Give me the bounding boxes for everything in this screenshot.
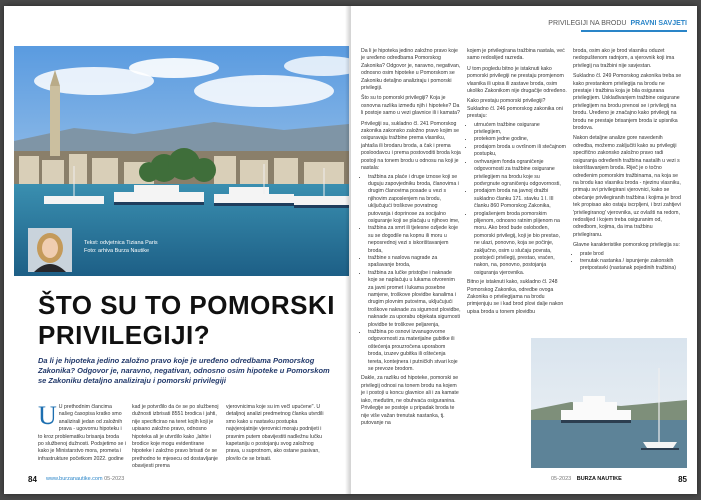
- section-rule: [581, 30, 687, 32]
- author-credit: Tekst: odvjetnica Tiziana Paris: [84, 240, 158, 246]
- right-page: [351, 6, 697, 494]
- photo-credit: Foto: arhiva Burza Nautike: [84, 248, 150, 254]
- footer-left: [46, 476, 124, 482]
- termination-list: • utrnućem tražbine osigurane privilegijem, • protekom jedne godine, • prodajom broda u ovršnom ili stečajnom postupku, • ovrhvanjem fonda ograničenje odgovornosti za tražbine osigurane privilegijem na brodu koje su podvrgnute ograničenju odgovornosti, • prodajom broda na javnoj dražbi sukladno članku 171. stavku 1 I. III članku 860 Pomorskog Zakonika, • proglašenjem broda pomorskim plijenom, odnosno ratnim plijenom na moru. Ako brod bude oslobođen, pomorski privilegij, koji je bio prestao, ne ulazi, ponovno, koja se počinje, zaključno, osim u slučaju povrata, postojeći privilegij, prestao, vraćen, nakon, na, ponovno, postojanja osiguranja vjerovnika.: [467, 122, 567, 278]
- page-number-right: 85: [678, 475, 687, 484]
- footer-right: [551, 476, 622, 482]
- footer-site: www.burzanautike.com: [46, 476, 103, 482]
- left-body-column-3: vjerovnicima koje su im večl upućene". U detaljnoj analizi predmetnog članka utvrdili smo kako u nastavku postupka najvjerojatnije vjerovnici moraju podnijeti i pravnim putem obavijestiti nadležnu lučku kapetaniju o postojanju svog založnog prava, u suprotnom, ako ostane pasivan, plovilo će se brisati.: [226, 404, 324, 462]
- section-label: PRIVILEGIJI NA BRODU: [548, 20, 627, 27]
- characteristics-list: • prate brod • trenutak nastanka / ispunjenje zakonskih pretpostavki (nastanak pojedinih tražbina): [573, 251, 683, 273]
- privilege-claims-list: • tražbina za plaće i druge iznose koji se duguju zapovjedniku broda, članovima i drugim članovima posade u vezi s njihovim zaposlenjem na brodu, uključujući troškove povratnog putovanja i doprinose za socijalno osiguranje koji se plaćaju u njihovo ime, • tražbina za smrt ili tjelesne ozljede koje su se dogodile na kopnu ili moru u neposrednoj vezi s iskorištavanjem broda, • tražbine s naslova nagrade za spašavanje broda, • tražbina za lučke pristojbe i naknade koje se naplaćuju u lukama otvorenim za javni promet i lukama posebne namjene, troškove plovidbe kanalima i drugim plovnim putovima, uključujući troškove naknade za sigurnost plovidbe, naknade za uporabu objekata sigurnosti plovidbe te troškove peljarenja, • tražbina po osnovi izvanugovorne odgovornosti za materijalne gubitke ili oštećenja prouzročena uporabom broda, izuzev gubitka ili oštećenja tereta, kontejnera i putničkih stvari koje se prevoze brodom.: [361, 174, 461, 374]
- right-body-column-1: Da li je hipoteka jedino založno pravo koje je uređeno odredbama Pomorskog Zakonika? Odgovor je, naravno, negativan, odnosno osim hipoteke u Pomorskom se Zakoniku detaljno analiziraju i pomorski privilegiji. Što su to pomorski privilegiji? Koja je osnovna razlika između njih i hipoteke? Da li postoje samo u vezi glavnice ili i kamata? Privilegiji su, sukladno čl. 241 Pomorskog zakonika zakonsko založno pravo kojim se osiguravaju tražbine prema vlasniku, jahtaša ili brodaru broda, a čak i prema posloodavcu i prema postovoditi broda koja postoji na tonem brodu u odnosu na koji je nastala: • tražbina za plaće i druge iznose koji se duguju zapovjedniku broda, članovima i drugim članovima posade u vezi s njihovim zaposlenjem na brodu, uključujući troškove povratnog putovanja i doprinose za socijalno osiguranje koji se plaćaju u njihovo ime, • tražbina za smrt ili tjelesne ozljede koje su se dogodile na kopnu ili moru u neposrednoj vezi s iskorištavanjem broda, • tražbine s naslova nagrade za spašavanje broda, • tražbina za lučke pristojbe i naknade koje se naplaćuju u lukama otvorenim za javni promet i lukama posebne namjene, troškove plovidbe kanalima i drugim plovnim putovima, uključujući troškove naknade za sigurnost plovidbe, naknade za uporabu objekata sigurnosti plovidbe te troškove peljarenja, • tražbina po osnovi izvanugovorne odgovornosti za materijalne gubitke ili oštećenja prouzročena uporabom broda, izuzev gubitka ili oštećenja tereta, kontejnera i putničkih stvari koje se prevoze brodom. Dakle, za razliku od hipoteke, pomorski se privilegij odnosi na tonem brodu na kojem je i postoji u koncu glavnice ali i za kamate iako, međutim, ne obuhvaća osiguranina. Privilegije se postoje u pripadak broda te nije više važan trenutak nastanka, tj. putovanje na: [361, 48, 461, 427]
- page-number-left: 84: [28, 475, 37, 484]
- footer-issue-right: 05-2023: [551, 476, 572, 482]
- footer-brand: BURZA NAUTIKE: [576, 476, 622, 482]
- right-body-column-2: kojem je privilegirana tražbina nastala, već samo redoslijed razreda. U tom pogledu bitno je istaknuti kako pomorski privilegiji ne prestaju promjenom vlasnika ili upisa ili zastave broda, osim ukoliko Zakonikom nije drugačije određeno. Kako prestaju pomorski privilegiji? Sukladno čl. 246 pomorskog zakonika oni prestaju: • utrnućem tražbine osigurane privilegijem, • protekom jedne godine, • prodajom broda u ovršnom ili stečajnom postupku, • ovrhvanjem fonda ograničenje odgovornosti za tražbine osigurane privilegijem na brodu koje su podvrgnute ograničenju odgovornosti, • prodajom broda na javnoj dražbi sukladno članku 171. stavku 1 I. III članku 860 Pomorskog Zakonika, • proglašenjem broda pomorskim plijenom, odnosno ratnim plijenom na moru. Ako brod bude oslobođen, pomorski privilegij, koji je bio prestao, ne ulazi, ponovno, koja se počinje, zaključno, osim u slučaju povrata, postojeći privilegij, prestao, vraćen, nakon, na, ponovno, postojanja osiguranja vjerovnika. Bitno je istaknuti kako, sukladno čl. 248 Pomorskog Zakonika, odredbe ovoga Zakonika o privilegijama na brodu primjenjuju se i kad brod plovi dalje nakon upisa broda u tonem plovidbu: [467, 48, 567, 338]
- article-credits: [84, 239, 158, 255]
- author-portrait: [28, 228, 72, 272]
- title-line-1: ŠTO SU TO POMORSKI: [38, 290, 335, 320]
- left-body-column-1: U U prethodnim člancima našeg časopisa kratko smo analizirali jedan od založnih prava - ugovornu hipoteku i to kroz problematiku brisanja broda po službenoj dužnosti. Podsjetimo se i kako je Ministarstvo mora, prometa i infrastrukture početkom 2022. godine: [38, 401, 126, 462]
- article-lead: Da li je hipoteka jedino založno pravo koje je uređeno odredbama Pomorskog Zakonika? Odgovor je, naravno, negativan, odnosno osim hipoteke u Pomorskom se Zakoniku detaljno analiziraju i pomorski privilegiji: [38, 356, 330, 385]
- left-body-column-2: kad je potvrđilo da će se po službenoj dužnosti izbrisati 8551 brodica i jahti, nije specificirao na teret kojih koji je upisano založno pravo, odnosno hipoteka ali je utvrdilo kako „lahte i brodice koje mogu evidentirane hipoteke i založno pravo brisati će se prethodno te mjesecu od dostavljanje obavijesti prema: [132, 404, 219, 470]
- drop-cap: U: [38, 401, 57, 430]
- title-line-2: PRIVILEGIJI?: [38, 320, 211, 350]
- left-page: [4, 6, 349, 494]
- right-body-column-3: broda, osim ako je brod vlasniku oduzet nedopuštenom radnjom, a vjerovnik koji ima privilegij na tražbini nije savjestan. Sukladno čl. 249 Pomorskog zakonika treba se kako prestankom privilegija na brodu ne prestaje i tražbina koja je bila osigurana privilegijem. Usklađivanjem tražbine osigurane privilegijem na brodu prenosi se i privilegij na brodu. Uređeno je značajno kako privilegij na brodu ne prestaje brisanjem broda iz upisnika brodova. Nakon detaljne analize gore navedenih odredba, možemo zaključiti kako su privilegiji specifično zakonsko založno pravo radi osiguranja određenih tražbina nastalih u vezi s iskorištavanjem broda. Riječ je o točno određenim pomorskim tražbinama, na koja se na brodu kao vlasniku broda - njezinu vlasniku, primaju svi privilegirani vjerovnici, kako se obećanje privilegiranih tražbina i kojima je brod tek propisao ako ostaju iscrpljeni, i brzi zahtjevi 'privilegiranog' vjerovnika, uz ovlašti na redom, redoslijed i kojem treba osiguranim od, odredbom, kojima, da ima tražbinu privilegiranu. Glavne karakteristike pomorskog privilegija su: • prate brod • trenutak nastanka / ispunjenje zakonskih pretpostavki (nastanak pojedinih tražbina): [573, 48, 683, 338]
- section-header: [548, 20, 687, 27]
- yacht-photo: [531, 338, 687, 468]
- footer-issue-left: 05-2023: [104, 476, 125, 482]
- section-tag: PRAVNI SAVJETI: [630, 20, 687, 27]
- article-title: [38, 290, 338, 350]
- magazine-spread: [4, 6, 697, 494]
